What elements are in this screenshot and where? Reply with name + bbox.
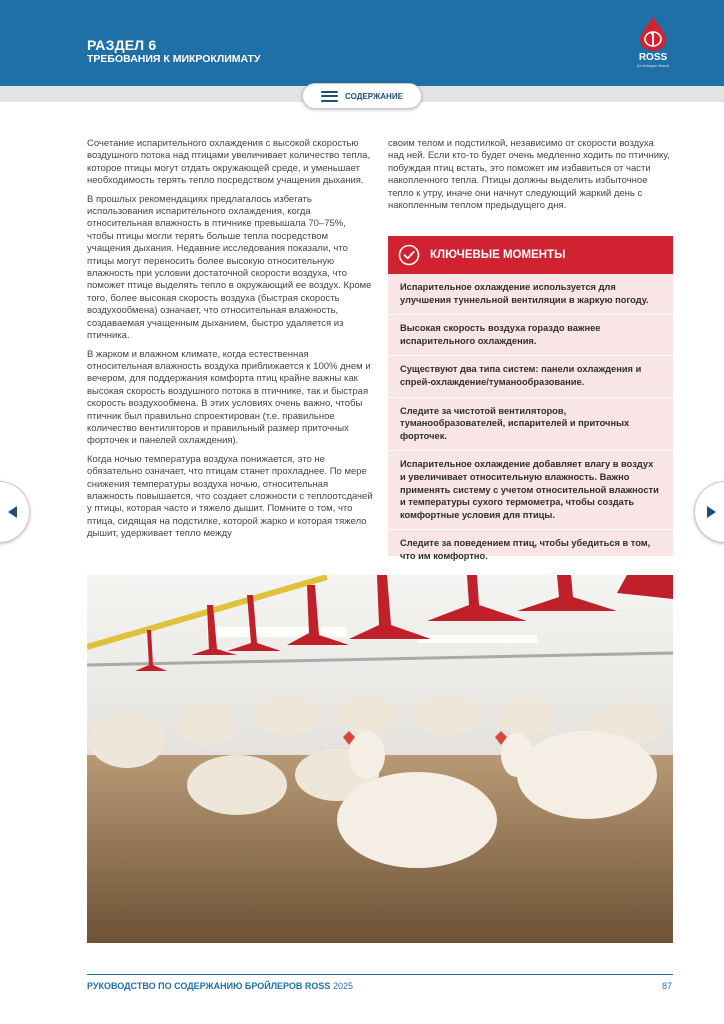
paragraph: своим телом и подстилкой, независимо от скорости воздуха над ней. Если кто-то будет очень медленно ходить по птичнику, побуждая птиц встать, это поможет им избавиться от части накопленного тепла. Птицы должны выделить избыточное тепло к утру, иначе они начнут следующий жаркий день с накопленным теплом предыдущего дня. (388, 138, 670, 212)
right-text-column (388, 138, 672, 218)
contents-button[interactable] (302, 83, 422, 109)
arrow-left-icon (6, 505, 18, 519)
page-number: 87 (661, 981, 672, 991)
footer-divider (87, 974, 673, 975)
next-page-button[interactable] (694, 481, 724, 543)
paragraph: В прошлых рекомендациях предлагалось избегать использования испарительного охлаждения, когда относительная влажность в птичнике превышала 70–75%, чтобы птицы могли терять больше тепла посредством учащения дыхания. Недавние исследования показали, что птицы могут переносить более высокую относительную влажность при условии достаточной скорости воздуха, что поможет птице выделять тепло в окружающий ее воздух. Кроме того, более высокая скорость воздуха (быстрая скорость воздухообмена) означает, что относительная влажность, создаваемая учащенным дыханием, быстро удаляется из птичника. (87, 193, 372, 342)
key-point-item: Испарительное охлаждение добавляет влагу в воздух и увеличивает относительную влажность. Важно применять систему с учетом относительной влажности и температуры сухого термометра, чтобы создать комфортные условия для птицы. (388, 451, 673, 530)
checkmark-icon (398, 244, 420, 266)
previous-page-button[interactable] (0, 481, 30, 543)
key-point-item: Следите за поведением птиц, чтобы убедиться в том, что им комфортно. (400, 538, 651, 561)
ross-drop-icon (638, 16, 668, 52)
logo-tagline: An Aviagen Brand (637, 63, 669, 68)
paragraph: Когда ночью температура воздуха понижается, это не обязательно означает, что птицам станет прохладнее. По мере снижения температуры воздуха ночью, относительная влажность повышается, что создает сложности с теплоотсдачей у птицы, которая часто и тяжело дышит. Помните о том, что птица, сидящая на подстилке, которой жарко и которая тяжело дышит, удерживает тепло между (87, 453, 373, 540)
guide-title: РУКОВОДСТВО ПО СОДЕРЖАНИЮ БРОЙЛЕРОВ ROSS (87, 981, 331, 991)
broiler-house-photo (87, 575, 673, 943)
key-point-item: Высокая скорость воздуха гораздо важнее испарительного охлаждения. (388, 315, 673, 356)
paragraph: Сочетание испарительного охлаждения с высокой скоростью воздушного потока над птицами увеличивает количество тепла, которое птицы могут отдать окружающей среде, и уменьшает необходимость терять тепло посредством учащения дыхания. (87, 138, 371, 187)
footer-guide-title (87, 981, 353, 991)
section-title: РАЗДЕЛ 6 (87, 37, 157, 53)
ross-logo (633, 16, 673, 72)
guide-year: 2025 (332, 981, 353, 991)
paragraph: В жарком и влажном климате, когда естественная относительная влажность воздуха приближается к 100% днем и вечером, для поддержания комфорта птиц крайне важны как высокая скорость воздушного потока в птичнике, так и быстрая скорость воздухообмена. В этих условиях очень важно, чтобы птичник был правильно спроектирован (т.е. правильное количество вентиляторов и правильный размер приточных форточек и панелей охлаждения). (87, 348, 371, 447)
page-header (0, 0, 724, 86)
menu-icon (321, 91, 338, 102)
key-point-item: Существуют два типа систем: панели охлаждения и спрей-охлаждение/туманообразование. (388, 356, 673, 397)
contents-label: СОДЕРЖАНИЕ (345, 91, 403, 101)
key-point-item: Испарительное охлаждение используется для улучшения туннельной вентиляции в жаркую погоду. (388, 274, 673, 315)
left-text-column (87, 138, 373, 547)
arrow-right-icon (706, 505, 718, 519)
section-subtitle: ТРЕБОВАНИЯ К МИКРОКЛИМАТУ (87, 53, 261, 65)
key-points-header (388, 236, 673, 274)
key-point-item: Следите за чистотой вентиляторов, туманообразователей, испарителей и приточных форточек. (388, 398, 673, 452)
logo-wordmark: ROSS (638, 52, 668, 63)
key-points-box (388, 236, 673, 561)
key-points-title: КЛЮЧЕВЫЕ МОМЕНТЫ (430, 249, 566, 261)
